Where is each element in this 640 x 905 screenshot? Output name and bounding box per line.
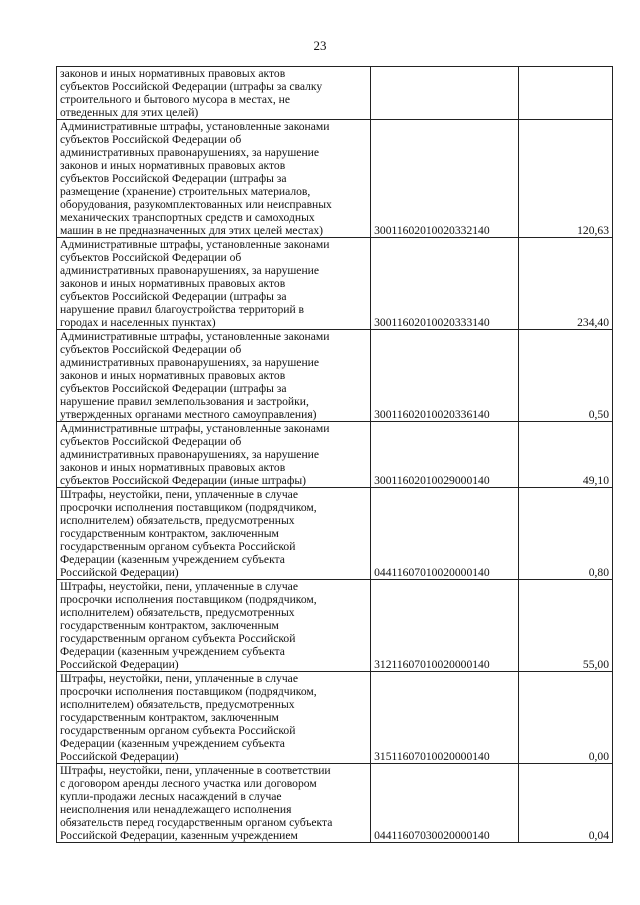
description-line: с договором аренды лесного участка или договором	[60, 777, 317, 790]
description-line: субъектов Российской Федерации об	[60, 251, 242, 264]
description-line: неисполнения или ненадлежащего исполнения	[60, 803, 292, 816]
description-line: субъектов Российской Федерации (иные штрафы)	[60, 474, 306, 487]
row-amount: 0,50	[518, 330, 612, 422]
description-line: размещение (хранение) строительных материалов,	[60, 185, 311, 198]
description-line: законов и иных нормативных правовых актов	[60, 461, 286, 474]
description-line: городах и населенных пунктах)	[60, 316, 216, 329]
description-line: Российской Федерации)	[60, 566, 179, 579]
description-line: Федерации (казенным учреждением субъекта	[60, 737, 285, 750]
description-line: просрочки исполнения поставщиком (подрядчиком,	[60, 593, 317, 606]
row-description	[57, 330, 371, 422]
row-amount	[518, 67, 612, 120]
row-code	[371, 67, 519, 120]
description-line: субъектов Российской Федерации (штрафы за свалку	[60, 80, 323, 93]
row-code: 04411607010020000140	[371, 488, 519, 580]
row-code: 30011602010020336140	[371, 330, 519, 422]
description-line: Российской Федерации)	[60, 658, 179, 671]
description-line: Административные штрафы, установленные законами	[60, 238, 330, 251]
description-line: механических транспортных средств и самоходных	[60, 211, 315, 224]
row-description	[57, 422, 371, 488]
row-code: 31211607010020000140	[371, 580, 519, 672]
table-row	[57, 580, 613, 672]
description-line: государственным органом субъекта Российской	[60, 540, 296, 553]
description-line: нарушение правил благоустройства территорий в	[60, 303, 305, 316]
description-line: законов и иных нормативных правовых актов	[60, 67, 286, 80]
description-line: просрочки исполнения поставщиком (подрядчиком,	[60, 685, 317, 698]
description-line: исполнителем) обязательств, предусмотренных	[60, 606, 295, 619]
description-line: исполнителем) обязательств, предусмотренных	[60, 698, 295, 711]
description-line: Штрафы, неустойки, пени, уплаченные в случае	[60, 488, 298, 501]
description-line: Штрафы, неустойки, пени, уплаченные в случае	[60, 580, 298, 593]
description-line: купли-продажи лесных насаждений в случае	[60, 790, 282, 803]
table-row	[57, 67, 613, 120]
description-line: административных правонарушениях, за нарушение	[60, 448, 320, 461]
revenue-table	[56, 66, 613, 843]
description-line: просрочки исполнения поставщиком (подрядчиком,	[60, 501, 317, 514]
row-code: 31511607010020000140	[371, 672, 519, 764]
description-line: Российской Федерации)	[60, 750, 179, 763]
row-code: 30011602010029000140	[371, 422, 519, 488]
row-amount: 55,00	[518, 580, 612, 672]
table-row	[57, 238, 613, 330]
description-line: оборудования, разукомплектованных или неисправных	[60, 198, 332, 211]
description-line: законов и иных нормативных правовых актов	[60, 277, 286, 290]
row-amount: 234,40	[518, 238, 612, 330]
description-line: субъектов Российской Федерации об	[60, 435, 242, 448]
description-line: машин в не предназначенных для этих целей местах)	[60, 224, 324, 237]
description-line: Штрафы, неустойки, пени, уплаченные в случае	[60, 672, 298, 685]
description-line: административных правонарушениях, за нарушение	[60, 146, 320, 159]
description-line: государственным контрактом, заключенным	[60, 711, 279, 724]
description-line: утвержденных органами местного самоуправления)	[60, 408, 317, 421]
row-description	[57, 764, 371, 843]
row-amount: 0,80	[518, 488, 612, 580]
description-line: административных правонарушениях, за нарушение	[60, 356, 320, 369]
description-line: субъектов Российской Федерации (штрафы за	[60, 172, 287, 185]
description-line: Федерации (казенным учреждением субъекта	[60, 553, 285, 566]
row-code: 04411607030020000140	[371, 764, 519, 843]
table-row	[57, 422, 613, 488]
table-body	[57, 67, 613, 843]
row-description	[57, 238, 371, 330]
description-line: законов и иных нормативных правовых актов	[60, 369, 286, 382]
description-line: Административные штрафы, установленные законами	[60, 120, 330, 133]
table-row	[57, 488, 613, 580]
description-line: Российской Федерации, казенным учреждением	[60, 829, 298, 842]
row-amount: 49,10	[518, 422, 612, 488]
row-description	[57, 580, 371, 672]
description-line: субъектов Российской Федерации об	[60, 343, 242, 356]
description-line: государственным органом субъекта Российской	[60, 724, 296, 737]
description-line: государственным контрактом, заключенным	[60, 619, 279, 632]
description-line: государственным контрактом, заключенным	[60, 527, 279, 540]
description-line: Административные штрафы, установленные законами	[60, 422, 330, 435]
description-line: отведенных для этих целей)	[60, 106, 199, 119]
description-line: субъектов Российской Федерации (штрафы за	[60, 290, 287, 303]
row-code: 30011602010020333140	[371, 238, 519, 330]
row-description	[57, 488, 371, 580]
table-row	[57, 764, 613, 843]
row-description	[57, 672, 371, 764]
table-row	[57, 672, 613, 764]
description-line: обязательств перед государственным органом субъекта	[60, 816, 333, 829]
description-line: административных правонарушениях, за нарушение	[60, 264, 320, 277]
description-line: законов и иных нормативных правовых актов	[60, 159, 286, 172]
table-row	[57, 120, 613, 238]
description-line: исполнителем) обязательств, предусмотренных	[60, 514, 295, 527]
row-amount: 0,04	[518, 764, 612, 843]
row-code: 30011602010020332140	[371, 120, 519, 238]
row-amount: 0,00	[518, 672, 612, 764]
page-number: 23	[313, 38, 327, 53]
row-description	[57, 67, 371, 120]
description-line: строительного и бытового мусора в местах, не	[60, 93, 290, 106]
table-row	[57, 330, 613, 422]
description-line: Штрафы, неустойки, пени, уплаченные в соответствии	[60, 764, 331, 777]
description-line: субъектов Российской Федерации (штрафы за	[60, 382, 287, 395]
row-description	[57, 120, 371, 238]
description-line: субъектов Российской Федерации об	[60, 133, 242, 146]
description-line: Федерации (казенным учреждением субъекта	[60, 645, 285, 658]
description-line: нарушение правил землепользования и застройки,	[60, 395, 309, 408]
description-line: государственным органом субъекта Российской	[60, 632, 296, 645]
description-line: Административные штрафы, установленные законами	[60, 330, 330, 343]
row-amount: 120,63	[518, 120, 612, 238]
